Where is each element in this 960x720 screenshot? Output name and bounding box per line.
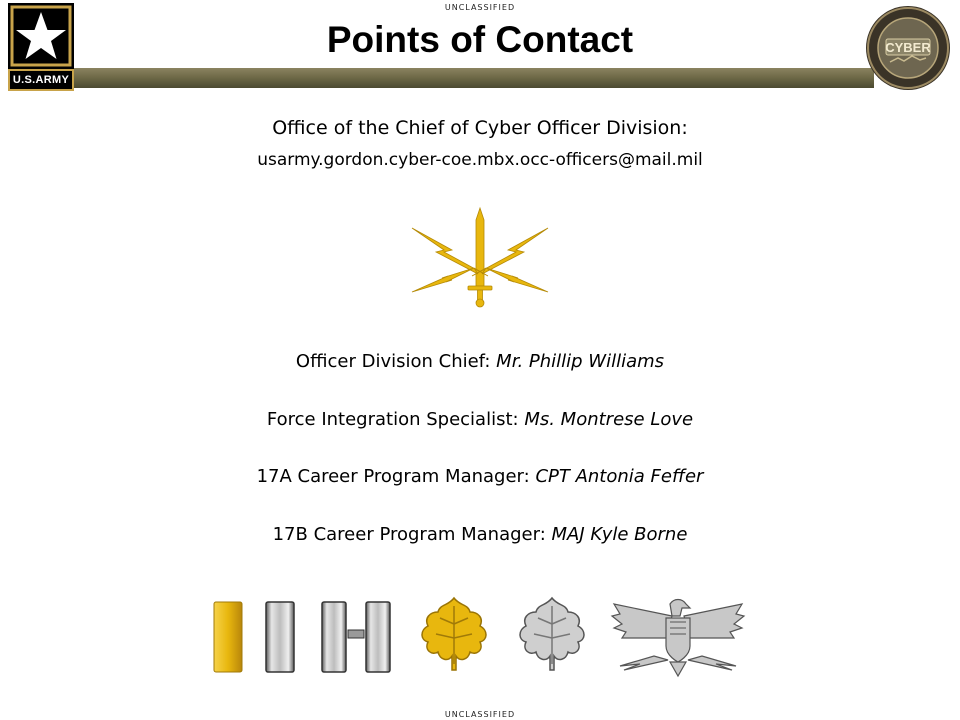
- contact-name: MAJ Kyle Borne: [551, 524, 688, 545]
- classification-top: UNCLASSIFIED: [444, 3, 516, 12]
- contact-division-chief: [0, 351, 960, 372]
- contact-force-integration: [0, 409, 960, 430]
- colonel-eagle-icon: [610, 594, 746, 678]
- cyber-branch-insignia-icon: [408, 206, 552, 310]
- contact-role: 17B Career Program Manager:: [272, 524, 546, 545]
- contact-role: 17A Career Program Manager:: [256, 466, 530, 487]
- army-star-logo: [8, 3, 74, 91]
- second-lieutenant-bar-icon: [210, 594, 246, 678]
- office-email[interactable]: usarmy.gordon.cyber-coe.mbx.occ-officers@mail.mil: [257, 150, 703, 170]
- rank-insignia-row: [210, 594, 750, 678]
- lieutenant-colonel-oak-leaf-icon: [512, 594, 592, 678]
- contact-name: CPT Antonia Feffer: [535, 466, 704, 487]
- cyber-seal-icon: [864, 4, 952, 92]
- classification-bottom: UNCLASSIFIED: [444, 710, 516, 719]
- star-icon: [8, 3, 74, 69]
- contact-17a-manager: [0, 466, 960, 487]
- title-underline-bar: [74, 68, 874, 88]
- army-logo-text: U.S.ARMY: [8, 69, 74, 91]
- contact-17b-manager: [0, 524, 960, 545]
- contact-name: Ms. Montrese Love: [524, 409, 694, 430]
- contact-role: Officer Division Chief:: [295, 351, 491, 372]
- major-oak-leaf-icon: [414, 594, 494, 678]
- seal-text: CYBER: [885, 40, 931, 55]
- contact-name: Mr. Phillip Williams: [496, 351, 665, 372]
- page-title: Points of Contact: [326, 19, 634, 60]
- captain-bars-icon: [318, 594, 394, 678]
- contact-role: Force Integration Specialist:: [266, 409, 519, 430]
- first-lieutenant-bar-icon: [262, 594, 298, 678]
- office-title: Office of the Chief of Cyber Officer Division:: [272, 117, 688, 139]
